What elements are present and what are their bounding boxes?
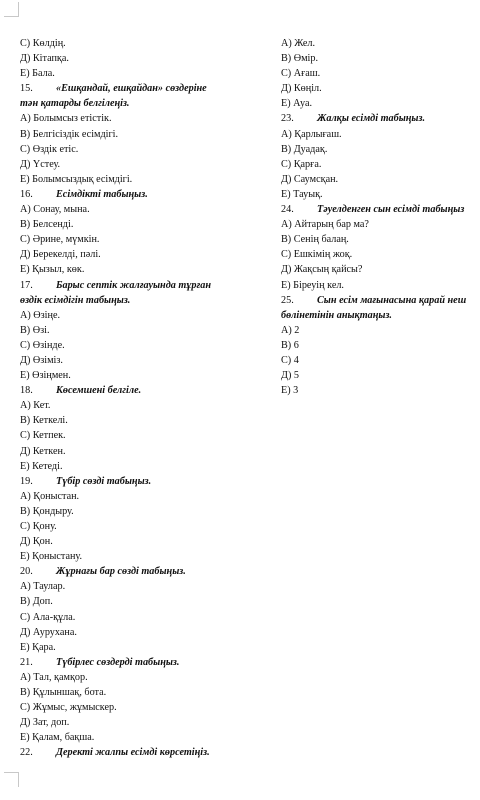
answer-option: А) Жел. xyxy=(281,38,316,49)
answer-option: С) Көлдің. xyxy=(20,38,66,49)
answer-option: С) Қарға. xyxy=(281,158,322,170)
question-text-continued: өздік есімдігін табыңыз. xyxy=(20,294,131,306)
answer-option: С) Өзінде. xyxy=(20,339,65,351)
answer-option: В) 6 xyxy=(281,339,299,351)
question-text: Есімдікті табыңыз. xyxy=(56,188,148,200)
question-heading xyxy=(20,564,270,579)
question-number: 19. xyxy=(20,475,33,487)
question-heading xyxy=(20,187,270,202)
answer-option: Е) Қызыл, көк. xyxy=(20,264,85,276)
answer-option: В) Белгісіздік есімдігі. xyxy=(20,128,119,140)
question-text: Түбір сөзді табыңыз. xyxy=(56,475,152,487)
answer-option: Е) Қара. xyxy=(20,641,56,653)
answer-option: В) Доп. xyxy=(20,596,53,608)
answer-option: Д) Зат, доп. xyxy=(20,717,70,729)
answer-option: В) Белсенді. xyxy=(20,219,74,231)
answer-option: Е) Кетеді. xyxy=(20,460,63,472)
question-heading xyxy=(20,655,270,670)
answer-option: Е) 3 xyxy=(281,385,299,397)
answer-option: Д) Өзіміз. xyxy=(20,354,63,366)
question-number: 15. xyxy=(20,83,33,95)
answer-option: Е) Қоныстану. xyxy=(20,551,83,563)
answer-option: Д) Кеткен. xyxy=(20,445,66,457)
answer-option: Д) Үстеу. xyxy=(20,158,61,170)
question-text: Жұрнағы бар сөзді табыңыз. xyxy=(56,566,186,578)
answer-option: С) 4 xyxy=(281,354,299,366)
answer-option: Д) Көңіл. xyxy=(281,83,322,95)
question-text-continued: тән қатарды белгілеңіз. xyxy=(20,98,130,110)
answer-option: В) Өзі. xyxy=(20,324,50,336)
answer-option: Е) Қалам, бақша. xyxy=(20,732,95,744)
answer-option: А) Айтарың бар ма? xyxy=(281,219,369,231)
question-heading xyxy=(20,745,270,760)
page-corner-mark-top xyxy=(4,2,19,17)
right-text-column xyxy=(281,36,480,398)
answer-option: Д) Кітапқа. xyxy=(20,53,69,65)
answer-option: А) Таулар. xyxy=(20,581,66,593)
answer-option: Д) 5 xyxy=(281,370,299,382)
answer-option: Е) Өзіңмен. xyxy=(20,370,71,382)
question-number: 16. xyxy=(20,188,33,200)
question-number: 23. xyxy=(281,113,294,125)
answer-option: А) Өзіңе. xyxy=(20,309,61,321)
answer-option: В) Өмір. xyxy=(281,53,319,65)
question-heading xyxy=(20,81,270,96)
answer-option: В) Кеткелі. xyxy=(20,415,68,427)
answer-option: С) Жұмыс, жұмыскер. xyxy=(20,702,117,714)
question-text: Сын есім мағынасына қарай неш xyxy=(317,294,467,306)
question-text: Жалқы есімді табыңыз. xyxy=(317,113,426,125)
answer-option: В) Дуадақ. xyxy=(281,143,328,155)
answer-option: А) Қарлығаш. xyxy=(281,128,342,140)
question-number: 25. xyxy=(281,294,294,306)
question-text: «Ешқандай, ешқайдан» сөздеріне xyxy=(56,83,207,95)
answer-option: С) Кетпек. xyxy=(20,430,66,442)
answer-option: С) Ағаш. xyxy=(281,68,321,80)
answer-option: С) Өздік етіс. xyxy=(20,143,79,155)
question-text: Тәуелденген сын есімді табыңыз xyxy=(317,204,465,216)
question-heading xyxy=(281,202,480,217)
answer-option: Е) Болымсыздық есімдігі. xyxy=(20,173,133,185)
question-number: 18. xyxy=(20,385,33,397)
question-text-continued: бөлінетінін анықтаңыз. xyxy=(281,309,392,321)
answer-option: С) Қону. xyxy=(20,521,57,532)
answer-option: В) Қондыру. xyxy=(20,505,74,517)
answer-option: А) Сонау, мына. xyxy=(20,204,90,216)
answer-option: Д) Берекелді, пәлі. xyxy=(20,249,101,261)
question-text: Деректі жалпы есімді көрсетіңіз. xyxy=(56,747,210,759)
question-heading xyxy=(281,111,480,126)
answer-option: Д) Жақсың қайсы? xyxy=(281,264,363,276)
answer-option: А) Тал, қамқор. xyxy=(20,671,88,683)
left-text-column xyxy=(20,36,270,761)
answer-option: А) Қоныстан. xyxy=(20,490,80,502)
answer-option: Е) Тауық. xyxy=(281,188,323,200)
answer-option: Д) Қон. xyxy=(20,536,53,548)
answer-option: Д) Аурухана. xyxy=(20,626,77,638)
question-number: 17. xyxy=(20,279,33,291)
question-heading xyxy=(20,474,270,489)
answer-option: А) Кет. xyxy=(20,400,51,412)
answer-option: Е) Ауа. xyxy=(281,98,313,110)
question-heading xyxy=(20,278,270,293)
answer-option: Д) Саумсқан. xyxy=(281,173,339,185)
question-text: Түбірлес сөздерді табыңыз. xyxy=(56,656,180,668)
question-text: Көсемшені белгіле. xyxy=(56,385,142,397)
question-number: 21. xyxy=(20,656,33,668)
answer-option: А) 2 xyxy=(281,324,300,336)
answer-option: Е) Бала. xyxy=(20,68,55,80)
question-heading xyxy=(281,293,480,308)
answer-option: Е) Біреуің кел. xyxy=(281,279,344,291)
answer-option: А) Болымсыз етістік. xyxy=(20,113,112,125)
page-corner-mark-bottom xyxy=(4,772,19,787)
answer-option: С) Ала-құла. xyxy=(20,611,76,623)
question-number: 22. xyxy=(20,747,33,759)
answer-option: В) Сенің балаң. xyxy=(281,234,349,246)
question-heading xyxy=(20,383,270,398)
answer-option: С) Әрине, мүмкін. xyxy=(20,234,100,246)
question-number: 24. xyxy=(281,204,294,216)
answer-option: С) Ешкімің жоқ. xyxy=(281,249,353,261)
answer-option: В) Құлыншақ, бота. xyxy=(20,687,107,699)
question-number: 20. xyxy=(20,566,33,578)
question-text: Барыс септік жалғауында тұрған xyxy=(56,279,212,291)
